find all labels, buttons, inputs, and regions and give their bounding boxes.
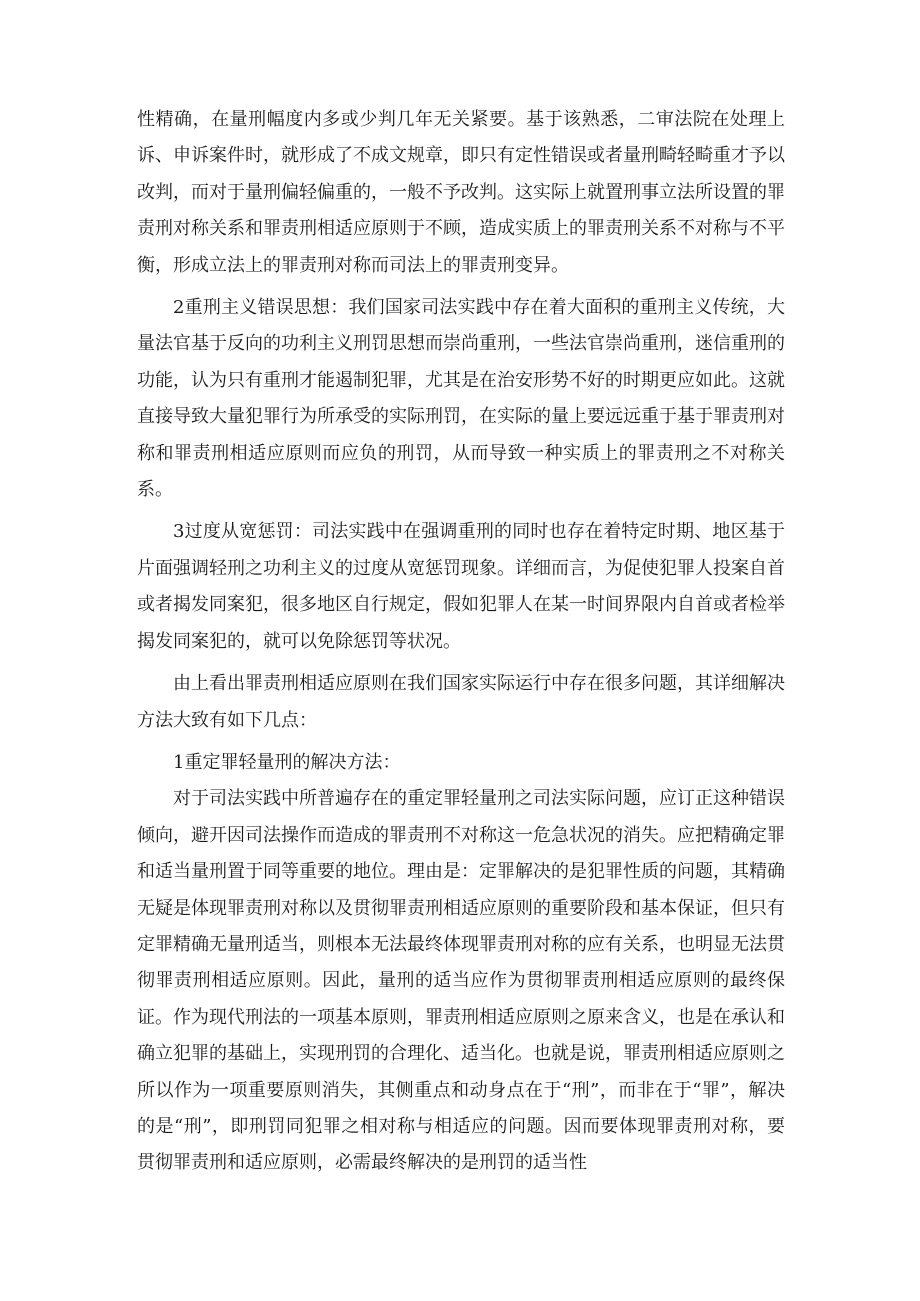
document-body (137, 102, 785, 1182)
paragraph-solution-1-body: 对于司法实践中所普遍存在的重定罪轻量刑之司法实际问题，应订正这种错误倾向，避开因司法操作而造成的罪责刑不对称这一危急状况的消失。应把精确定罪和适当量刑置于同等重要的地位。理由是：定罪解决的是犯罪性质的问题，其精确无疑是体现罪责刑对称以及贯彻罪责刑相适应原则的重要阶段和基本保证，但只有定罪精确无量刑适当，则根本无法最终体现罪责刑对称的应有关系，也明显无法贯彻罪责刑相适应原则。因此，量刑的适当应作为贯彻罪责刑相适应原则的最终保证。作为现代刑法的一项基本原则，罪责刑相适应原则之原来含义，也是在承认和确立犯罪的基础上，实现刑罚的合理化、适当化。也就是说，罪责刑相适应原则之所以作为一项重要原则消失，其侧重点和动身点在于“刑”，而非在于“罪”，解决的是“刑”，即刑罚同犯罪之相对称与相适应的问题。因而要体现罪责刑对称，要贯彻罪责刑和适应原则，必需最终解决的是刑罚的适当性 (137, 788, 785, 1174)
paragraph-solutions-intro: 由上看出罪责刑相适应原则在我们国家实际运行中存在很多问题，其详细解决方法大致有如下几点： (137, 673, 785, 731)
paragraph-heavy-penalty: 2重刑主义错误思想：我们国家司法实践中存在着大面积的重刑主义传统，大量法官基于反向的功利主义刑罚思想而崇尚重刑，一些法官崇尚重刑，迷信重刑的功能，认为只有重刑才能遏制犯罪，尤其是在治安形势不好的时期更应如此。这就直接导致大量犯罪行为所承受的实际刑罚，在实际的量上要远远重于基于罪责刑对称和罪责刑相适应原则而应负的刑罚，从而导致一种实质上的罪责刑之不对称关系。 (137, 297, 785, 501)
paragraph-excessive-leniency: 3过度从宽惩罚：司法实践中在强调重刑的同时也存在着特定时期、地区基于片面强调轻刑之功利主义的过度从宽惩罚现象。详细而言，为促使犯罪人投案自首或者揭发同案犯，很多地区自行规定，假如犯罪人在某一时间界限内自首或者检举揭发同案犯的，就可以免除惩罚等状况。 (137, 521, 785, 652)
section-heading-solution-1: 1重定罪轻量刑的解决方法： (173, 751, 401, 773)
paragraph-continuation: 性精确，在量刑幅度内多或少判几年无关紧要。基于该熟悉，二审法院在处理上诉、申诉案件时，就形成了不成文规章，即只有定性错误或者量刑畸轻畸重才予以改判，而对于量刑偏轻偏重的，一般不予改判。这实际上就置刑事立法所设置的罪责刑对称关系和罪责刑相适应原则于不顾，造成实质上的罪责刑关系不对称与不平衡，形成立法上的罪责刑对称而司法上的罪责刑变异。 (137, 109, 785, 276)
